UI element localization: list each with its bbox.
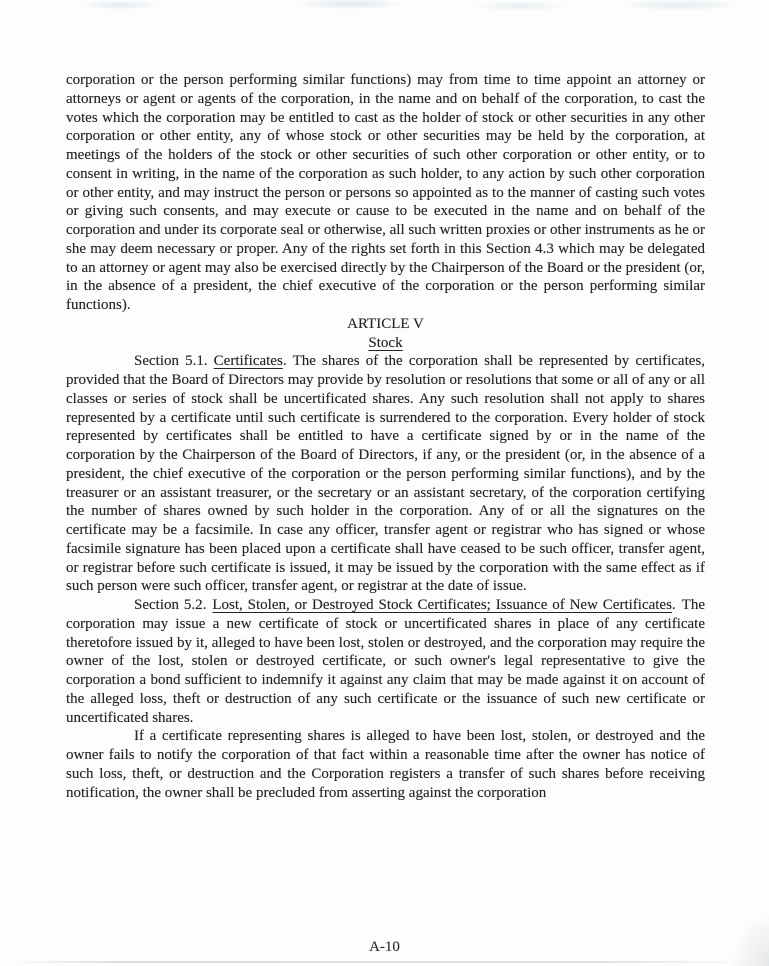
scan-artifact-bottom-line [10,961,751,963]
section-5-2-paragraph [66,596,705,727]
section-5-2-title-period: . [671,597,676,613]
scan-artifact-corner [709,876,769,966]
stock-heading [66,334,705,353]
article-heading: ARTICLE V [347,315,424,332]
section-5-2-label: Section 5.2. [134,597,207,613]
stock-heading-text: Stock [368,334,403,351]
section-5-1-body: The shares of the corporation shall be represented by certificates, provided that the Board of Directors may provide by resolution or resolutions that some or all of any or all classes or series of stock shall be uncertificated shares. Any such resolution shall not apply to shares represented by a certificate until such certificate is surrendered to the corporation. Every holder of stock represented by certificates shall be entitled to have a certificate signed by or in the name of the corporation by the Chairperson of the Board of Directors, if any, or the president (or, in the absence of a president, the chief executive of the corporation or the person performing similar functions), and by the treasurer or an assistant treasurer, or the secretary or an assistant secretary, of the corporation certifying the number of shares owned by such holder in the corporation. Any of or all the signatures on the certificate may be a facsimile. In case any officer, transfer agent or registrar who has signed or whose facsimile signature has been placed upon a certificate shall have ceased to be such officer, transfer agent, or registrar before such certificate is issued, it may be issued by the corporation with the same effect as if such person were such officer, transfer agent, or registrar at the date of issue. [66,353,705,595]
document-content [66,71,705,802]
section-5-2-body: The corporation may issue a new certificate of stock or uncertificated shares in place of any certificate theretofore issued by it, alleged to have been lost, stolen or destroyed, and the corporation may require the owner of the lost, stolen or destroyed certificate, or such owner's legal representative to give the corporation a bond sufficient to indemnify it against any claim that may be made against it on account of the alleged loss, theft or destruction of any such certificate or the issuance of such new certificate or uncertificated shares. [66,597,705,726]
section-5-2-title: Lost, Stolen, or Destroyed Stock Certificates; Issuance of New Certificates [212,597,672,613]
paragraph-lost-notice: If a certificate representing shares is alleged to have been lost, stolen, or destroyed and the owner fails to notify the corporation of that fact within a reasonable time after the owner has notice of such loss, theft, or destruction and the Corporation registers a transfer of such shares before receiving notification, the owner shall be precluded from asserting against the corporation [66,728,705,801]
section-5-1-paragraph [66,352,705,596]
page-number: A-10 [369,939,400,955]
paragraph-continuation: corporation or the person performing similar functions) may from time to time appoint an attorney or attorneys or agent or agents of the corporation, in the name and on behalf of the corporation, to cast the votes which the corporation may be entitled to cast as the holder of stock or other securities in any other corporation or other entity, any of whose stock or other securities may be held by the corporation, at meetings of the holders of the stock or other securities of such other corporation or other entity, or to consent in writing, in the name of the corporation as such holder, to any action by such other corporation or other entity, and may instruct the person or persons so appointed as to the manner of casting such votes or giving such consents, and may execute or cause to be executed in the name and on behalf of the corporation and under its corporate seal or otherwise, all such written proxies or other instruments as he or she may deem necessary or proper. Any of the rights set forth in this Section 4.3 which may be delegated to an attorney or agent may also be exercised directly by the Chairperson of the Board or the president (or, in the absence of a president, the chief executive of the corporation or the person performing similar functions). [66,72,705,313]
scan-artifact-top [0,0,769,16]
section-5-1-label: Section 5.1. [134,353,208,370]
section-5-1-title: Certificates [213,353,283,370]
section-5-1-title-period: . [282,353,287,370]
